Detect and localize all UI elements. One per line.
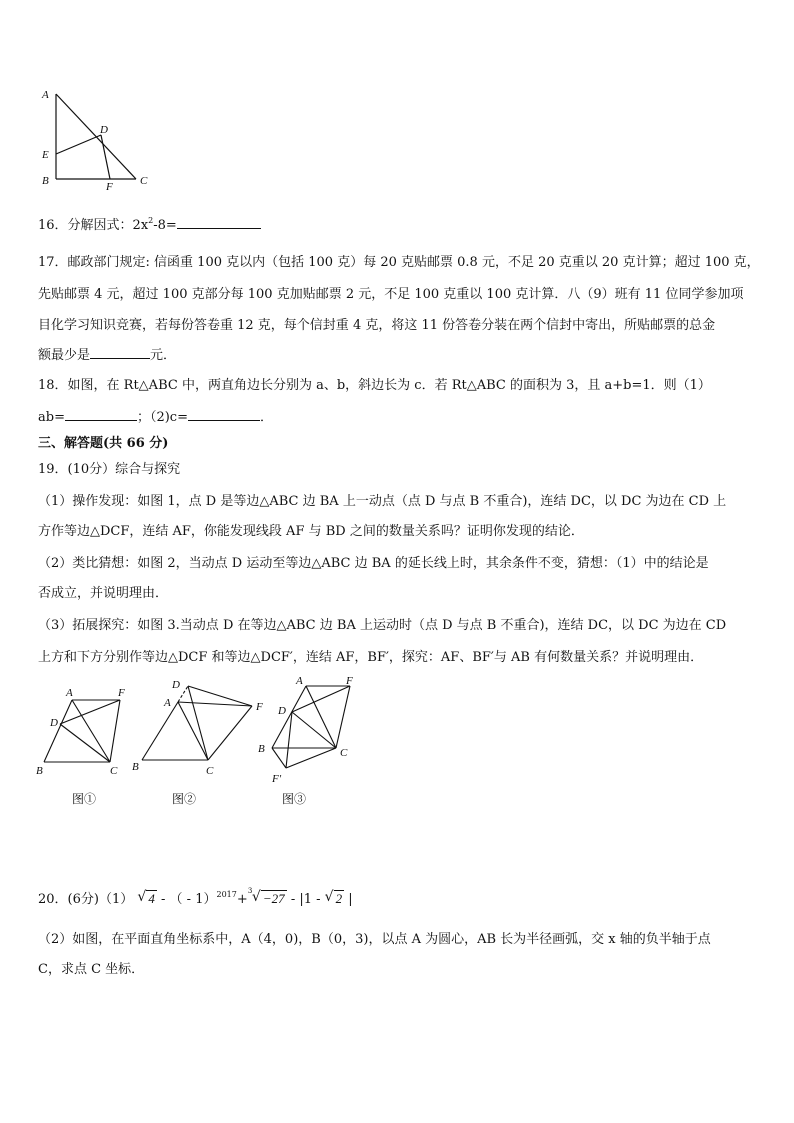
caption-figure-1: 图① <box>72 792 97 806</box>
question-16: 16．分解因式：$2x^2-8=$ <box>38 214 261 233</box>
svg-text:F′: F′ <box>272 773 282 785</box>
answer-blank-17[interactable] <box>90 346 150 359</box>
answer-blank-18-1[interactable] <box>65 408 137 421</box>
label-f: F <box>106 181 113 193</box>
triangle-figure-top <box>38 84 158 194</box>
svg-text:C: C <box>206 765 214 777</box>
svg-text:C: C <box>110 765 118 777</box>
question-19-p2-line-1: （2）类比猜想：如图 2，当动点 D 运动至等边△ABC 边 BA 的延长线上时，其余条件不变，猜想：（1）中的结论是 <box>38 556 709 571</box>
svg-text:B: B <box>132 761 139 773</box>
svg-text:D: D <box>50 717 58 729</box>
svg-text:B: B <box>36 765 43 777</box>
segment-df <box>101 135 110 179</box>
question-19-p2-line-2: 否成立，并说明理由． <box>38 586 169 601</box>
svg-text:D: D <box>278 705 286 717</box>
segment-ed <box>56 135 101 154</box>
question-17-line-3: 目化学习知识竞赛，若每份答卷重 12 克，每个信封重 4 克，将这 11 份答卷分装在两个信封中寄出，所贴邮票的总金 <box>38 318 716 333</box>
question-19-p3-line-1: （3）拓展探究：如图 3.当动点 D 在等边△ABC 边 BA 上运动时（点 D 与点 B 不重合)，连结 DC，以 DC 为边在 CD <box>38 618 727 633</box>
svg-text:A: A <box>164 697 171 709</box>
figure-1 <box>32 680 132 780</box>
svg-text:F: F <box>346 675 353 687</box>
question-19-p1-line-2: 方作等边△DCF，连结 AF，你能发现线段 AF 与 BD 之间的数量关系吗？证明你发现的结论． <box>38 524 584 539</box>
question-17-line-4: 额最少是 元． <box>38 348 177 363</box>
answer-blank-18-2[interactable] <box>188 408 260 421</box>
question-19-p1-line-1: （1）操作发现：如图 1，点 D 是等边△ABC 边 BA 上一动点（点 D 与点 B 不重合)，连结 DC，以 DC 为边在 CD 上 <box>38 494 727 509</box>
svg-text:F: F <box>118 687 125 699</box>
caption-figure-3: 图③ <box>282 792 307 806</box>
question-18-line-1: 18．如图，在 Rt△ABC 中，两直角边长分别为 a、b，斜边长为 c．若 Rt△ABC 的面积为 3，且 a+b=1．则（1） <box>38 378 711 393</box>
cbrt-minus-27: 3 √ −27 <box>247 887 285 906</box>
svg-text:C: C <box>340 747 348 759</box>
question-20-line-1: 20．(6分)（1） √ 4 - （ - 1）$^{2017}$+ 3 √ −27 - |1 - √ 2 | <box>38 887 353 907</box>
answer-blank-16[interactable] <box>177 216 261 229</box>
sqrt-2: √ 2 <box>324 889 343 906</box>
label-d: D <box>100 124 108 136</box>
question-18-line-2: ab= ；（2)c= ． <box>38 410 274 425</box>
label-e: E <box>42 149 49 161</box>
svg-text:D: D <box>172 679 180 691</box>
label-b: B <box>42 175 49 187</box>
question-19-title: 19．(10分）综合与探究 <box>38 462 181 477</box>
sqrt-4: √ 4 <box>137 889 155 906</box>
svg-text:A: A <box>66 687 73 699</box>
question-20-p2-line-2: C，求点 C 坐标． <box>38 962 145 977</box>
svg-text:F: F <box>256 701 263 713</box>
question-19-p3-line-2: 上方和下方分别作等边△DCF 和等边△DCF′，连结 AF，BF′，探究：AF、BF′与 AB 有何数量关系？并说明理由． <box>38 650 704 665</box>
question-17-line-1: 17．邮政部门规定: 信函重 100 克以内（包括 100 克）每 20 克贴邮票 0.8 元，不足 20 克重以 20 克计算；超过 100 克， <box>38 255 760 270</box>
figure-3 <box>250 672 370 788</box>
caption-figure-2: 图② <box>172 792 197 806</box>
section-heading: 三、解答题(共 66 分) <box>38 436 169 451</box>
svg-text:B: B <box>258 743 265 755</box>
svg-text:A: A <box>296 675 303 687</box>
label-a: A <box>42 89 49 101</box>
question-20-p2-line-1: （2）如图，在平面直角坐标系中，A（4，0)，B（0，3)，以点 A 为圆心，AB 长为半径画弧，交 x 轴的负半轴于点 <box>38 932 711 947</box>
question-17-line-2: 先贴邮票 4 元，超过 100 克部分每 100 克加贴邮票 2 元，不足 100 克重以 100 克计算．八（9）班有 11 位同学参加项 <box>38 287 744 302</box>
label-c: C <box>140 175 148 187</box>
